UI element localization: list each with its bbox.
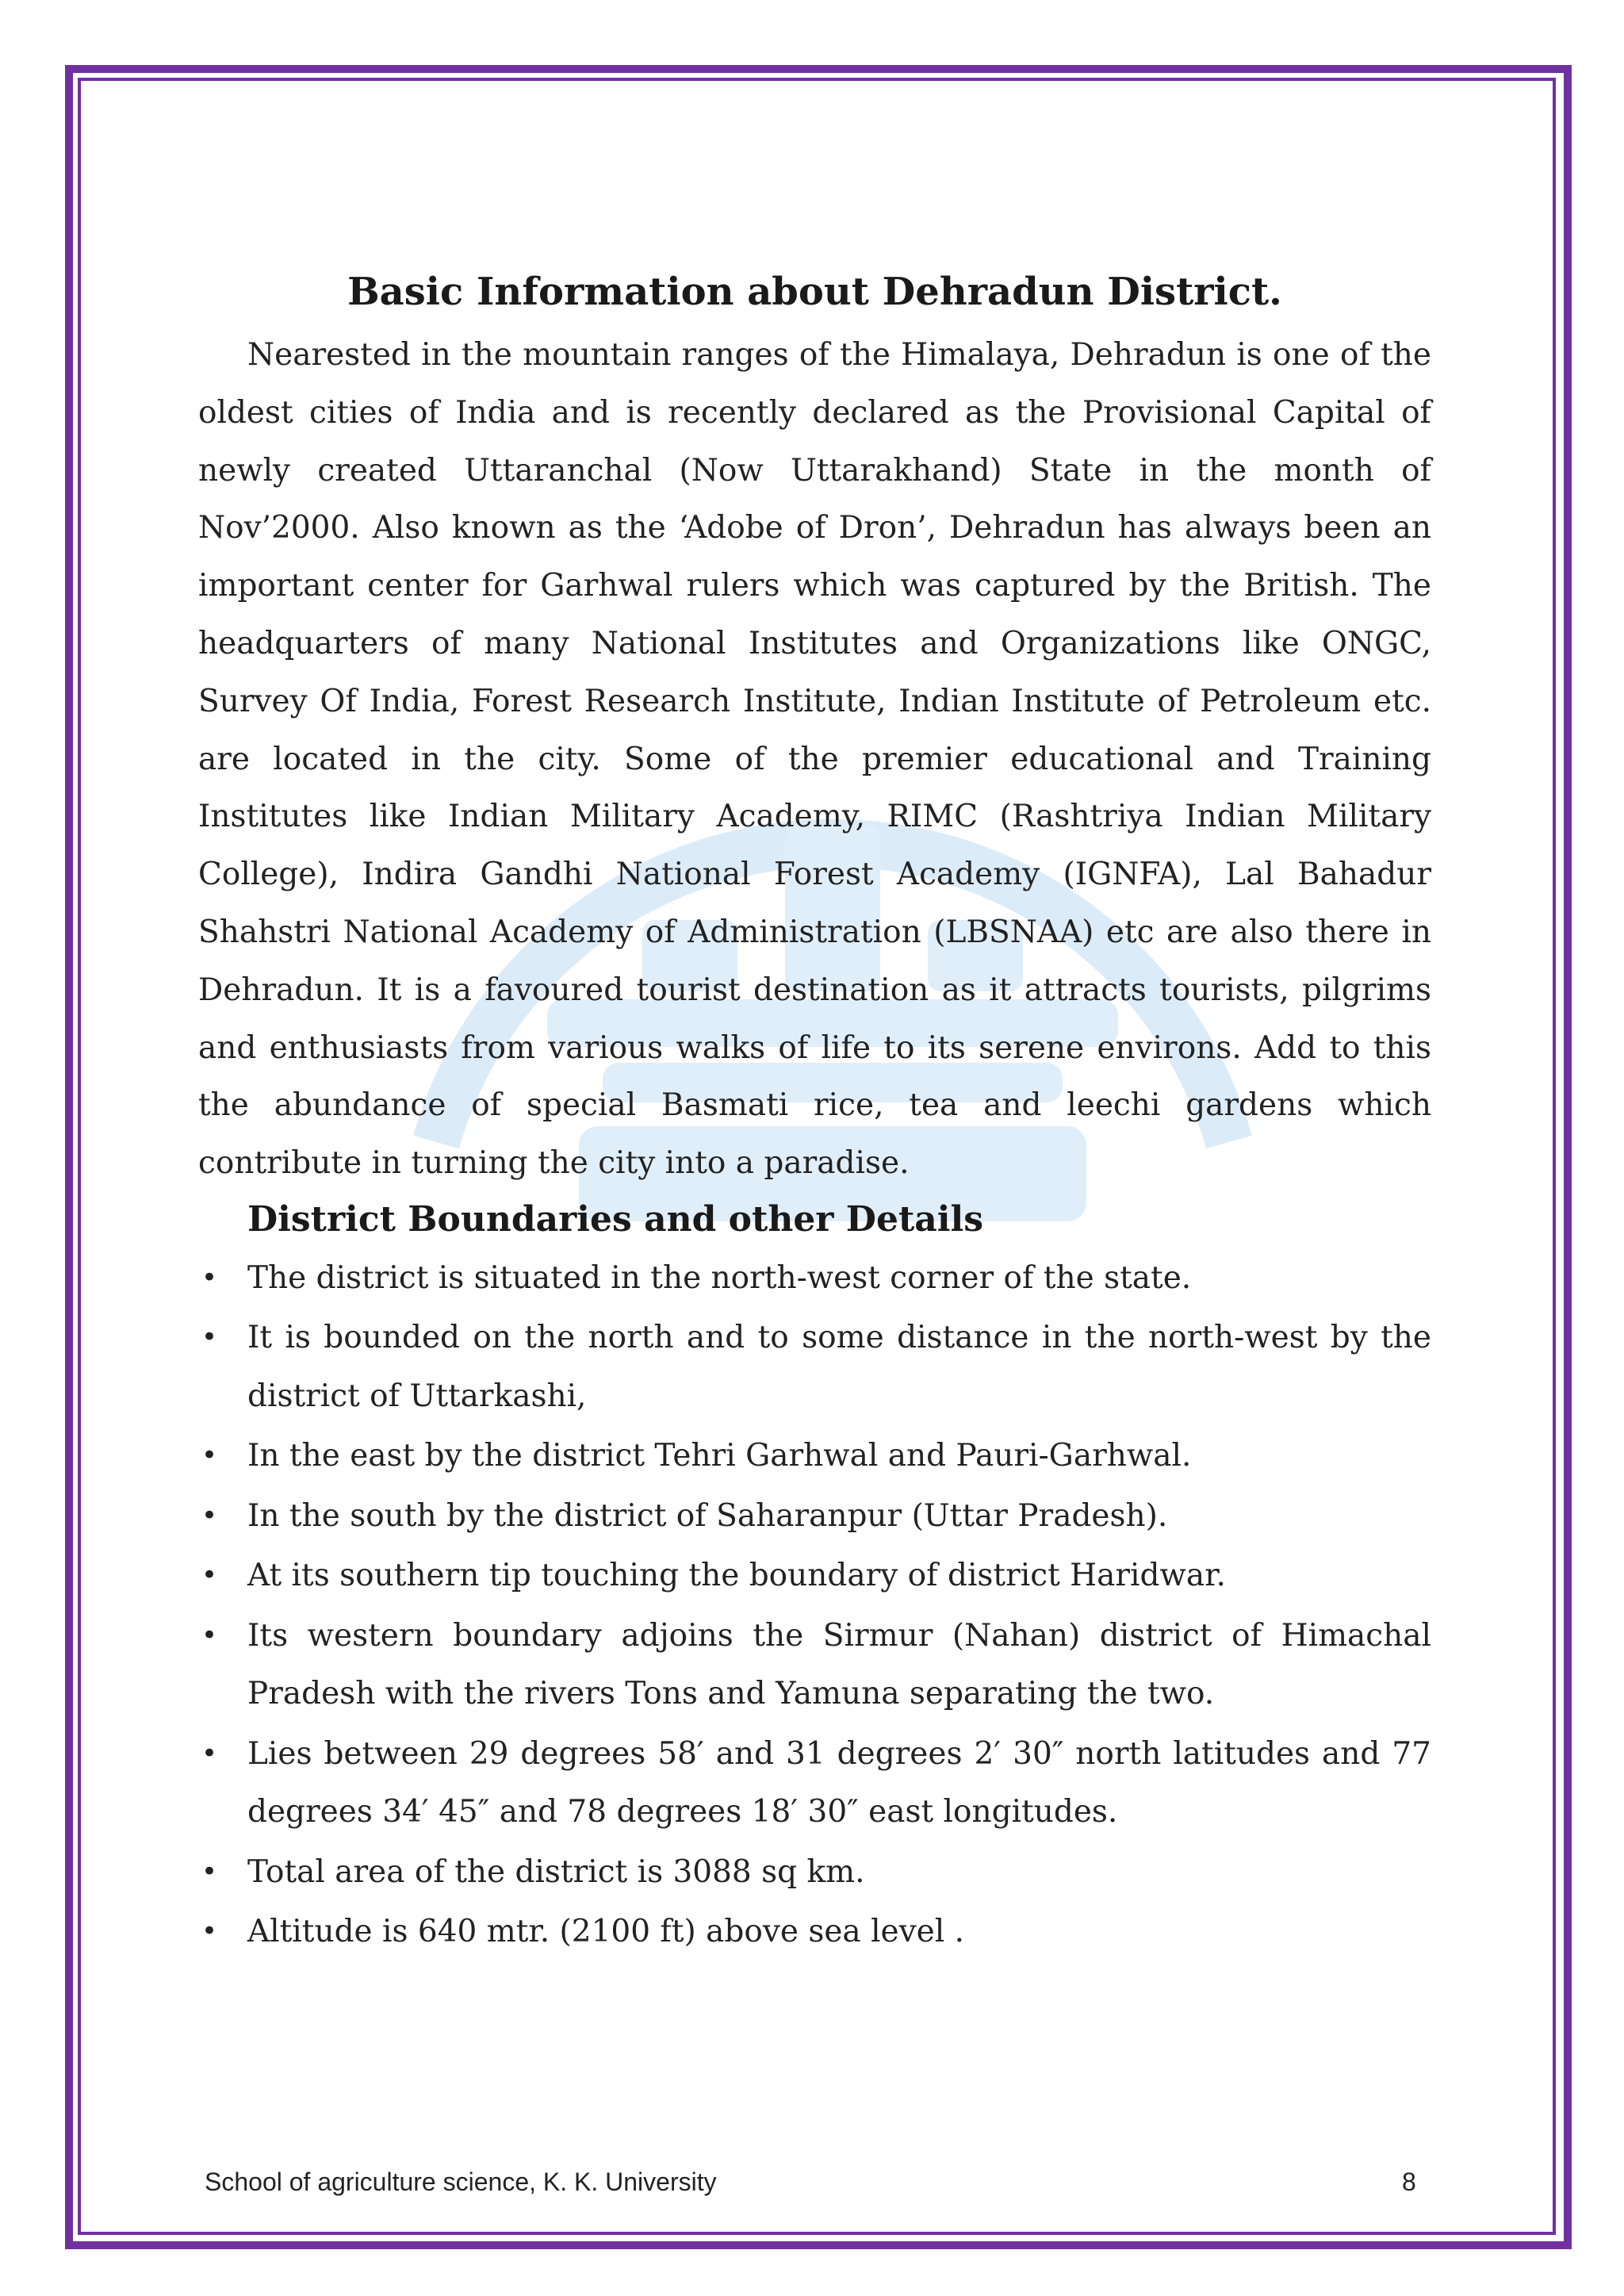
main-content [198,262,1431,1963]
list-item-text: Lies between 29 degrees 58′ and 31 degrees 2′ 30″ north latitudes and 77 degrees 34′ 45″ and 78 degrees 18′ 30″ east longitudes. [247,1735,1431,1830]
list-item-text: Its western boundary adjoins the Sirmur (Nahan) district of Himachal Pradesh with the rivers Tons and Yamuna separating the two. [247,1617,1431,1712]
bullet-icon: • [201,1261,218,1294]
bullet-icon: • [201,1439,218,1472]
list-item-text: It is bounded on the north and to some distance in the north-west by the district of Uttarkashi, [247,1320,1431,1414]
list-item-text: Total area of the district is 3088 sq km. [247,1853,865,1890]
list-item [198,1607,1431,1723]
bullet-icon: • [201,1915,218,1948]
bullet-icon: • [201,1559,218,1592]
section-heading: District Boundaries and other Details [247,1198,983,1240]
list-item-text: The district is situated in the north-west corner of the state. [247,1259,1192,1296]
list-item-text: In the east by the district Tehri Garhwal and Pauri-Garhwal. [247,1438,1192,1474]
details-list [198,1249,1431,1961]
page-number: 8 [1402,2168,1416,2196]
footer-institution: School of agriculture science, K. K. University [205,2168,717,2196]
list-item-text: At its southern tip touching the boundary of district Haridwar. [247,1558,1226,1594]
bullet-icon: • [201,1855,218,1888]
list-item [198,1725,1431,1842]
list-item [198,1547,1431,1605]
bullet-icon: • [201,1737,218,1769]
document-title: Basic Information about Dehradun District. [347,270,1282,314]
list-item [198,1903,1431,1961]
list-item [198,1249,1431,1308]
list-item [198,1843,1431,1902]
intro-paragraph: Nearested in the mountain ranges of the Himalaya, Dehradun is one of the oldest cities of India and is recently declared as the Provisional Capital of newly created Uttaranchal (Now Uttarakhand) State in the month of Nov’2000. Also known as the ‘Adobe of Dron’, Dehradun has always been an important center for Garhwal rulers which was captured by the British. The headquarters of many National Institutes and Organizations like ONGC, Survey Of India, Forest Research Institute, Indian Institute of Petroleum etc. are located in the city. Some of the premier educational and Training Institutes like Indian Military Academy, RIMC (Rashtriya Indian Military College), Indira Gandhi National Forest Academy (IGNFA), Lal Bahadur Shahstri National Academy of Administration (LBSNAA) etc are also there in Dehradun. It is a favoured tourist destination as it attracts tourists, pilgrims and enthusiasts from various walks of life to its serene environs. Add to this the abundance of special Basmati rice, tea and leechi gardens which contribute in turning the city into a paradise. [198,337,1431,1182]
list-item [198,1309,1431,1425]
list-item [198,1487,1431,1546]
bullet-icon: • [201,1321,218,1354]
bullet-icon: • [201,1619,218,1651]
list-item-text: Altitude is 640 mtr. (2100 ft) above sea level . [247,1914,965,1950]
list-item-text: In the south by the district of Saharanpur (Uttar Pradesh). [247,1497,1168,1534]
bullet-icon: • [201,1499,218,1531]
list-item [198,1427,1431,1485]
